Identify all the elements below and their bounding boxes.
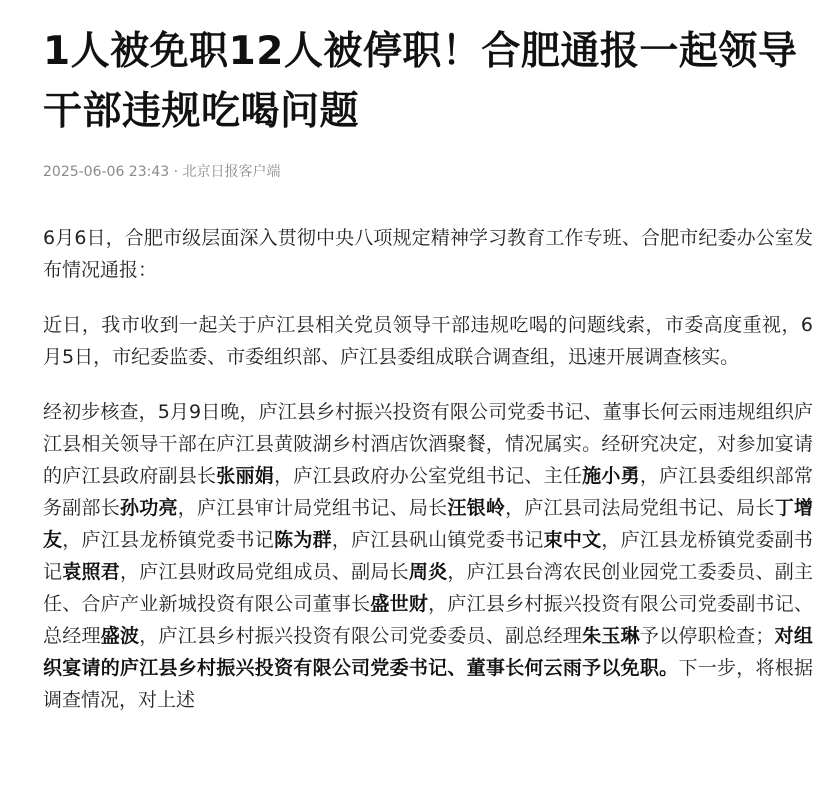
text-segment: ，庐江县龙桥镇党委书记 — [62, 529, 275, 551]
official-name: 施小勇 — [582, 465, 640, 487]
official-name: 朱玉琳 — [582, 625, 640, 647]
text-segment: 下一步，将根据调查情况，对上述 — [43, 657, 813, 711]
official-name: 袁照君 — [62, 561, 121, 583]
text-segment: ，庐江县台湾农民创业园党工委委员、副主任、合庐产业新城投资有限公司董事长 — [43, 561, 813, 615]
official-name: 孙功亮 — [120, 497, 178, 519]
text-segment: ，庐江县委组织部常务副部长 — [43, 465, 813, 519]
official-name: 周炎 — [408, 561, 448, 583]
text-segment: ，庐江县矾山镇党委书记 — [331, 529, 544, 551]
text-segment: ，庐江县龙桥镇党委副书记 — [43, 529, 813, 583]
article-title: 1人被免职12人被停职！合肥通报一起领导干部违规吃喝问题 — [43, 29, 798, 134]
official-name: 陈为群 — [274, 529, 332, 551]
official-name: 丁增友 — [43, 497, 813, 551]
paragraph-2: 近日，我市收到一起关于庐江县相关党员领导干部违规吃喝的问题线索，市委高度重视，6月5日，市纪委监委、市委组织部、庐江县委组成联合调查组，迅速开展调查核实。 — [43, 314, 813, 368]
article-meta: 2025-06-06 23:43 · 北京日报客户端 — [43, 164, 281, 180]
official-name: 汪银岭 — [447, 497, 506, 519]
text-segment: ，庐江县审计局党组书记、局长 — [177, 497, 448, 519]
official-name: 盛波 — [100, 625, 140, 647]
paragraph-3 — [43, 396, 813, 716]
text-segment: ，庐江县乡村振兴投资有限公司党委副书记、总经理 — [43, 593, 813, 647]
text-segment: ，庐江县司法局党组书记、局长 — [505, 497, 775, 519]
text-segment: ，庐江县政府办公室党组书记、主任 — [274, 465, 583, 487]
official-name: 束中文 — [543, 529, 602, 551]
text-segment: ，庐江县乡村振兴投资有限公司党委委员、副总经理 — [139, 625, 583, 647]
bold-statement: 对组织宴请的庐江县乡村振兴投资有限公司党委书记、董事长何云雨予以免职。 — [43, 625, 813, 679]
text-segment: ，庐江县财政局党组成员、副局长 — [120, 561, 409, 583]
text-segment: 经初步核查，5月9日晚，庐江县乡村振兴投资有限公司党委书记、董事长何云雨违规组织庐江县相关领导干部在庐江县黄陂湖乡村酒店饮酒聚餐，情况属实。经研究决定，对参加宴请的庐江县政府副县长 — [43, 401, 813, 487]
text-segment: 予以停职检查； — [639, 625, 775, 647]
paragraph-1: 6月6日，合肥市级层面深入贯彻中央八项规定精神学习教育工作专班、合肥市纪委办公室发布情况通报： — [43, 227, 813, 281]
official-name: 盛世财 — [370, 593, 429, 615]
official-name: 张丽娟 — [216, 465, 275, 487]
